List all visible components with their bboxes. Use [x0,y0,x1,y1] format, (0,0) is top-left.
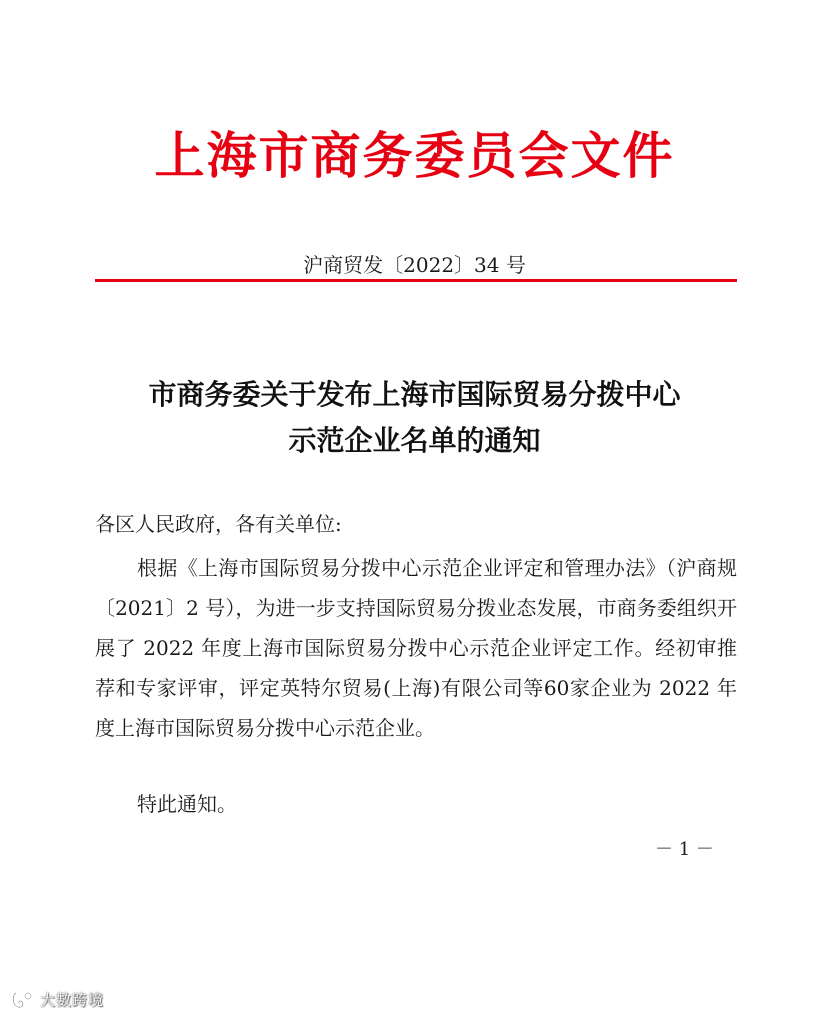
watermark [10,988,104,1012]
document-number: 沪商贸发〔2022〕34 号 [303,253,526,277]
closing-line: 特此通知。 [137,792,237,816]
page-number: － 1 － [655,839,714,860]
document-header-title: 上海市商务委员会文件 [154,126,675,185]
watermark-text: 大數跨境 [40,991,105,1009]
notice-title [0,372,829,464]
red-divider-line [95,279,737,282]
brand-logo-icon [10,989,36,1011]
notice-title-line-1: 市商务委关于发布上海市国际贸易分拨中心 [148,378,681,411]
addressee: 各区人民政府，各有关单位: [95,512,342,536]
notice-title-line-2: 示范企业名单的通知 [288,424,541,457]
body-paragraph: 根据《上海市国际贸易分拨中心示范企业评定和管理办法》（沪商规〔2021〕2 号），为进一步支持国际贸易分拨业态发展，市商务委组织开展了 2022 年度上海市国际贸易分拨中心示范企业评定工作。经初审推荐和专家评审，评定英特尔贸易(上海)有限公司等60家企业为 2022 年度上海市国际贸易分拨中心示范企业。 [95,556,737,740]
